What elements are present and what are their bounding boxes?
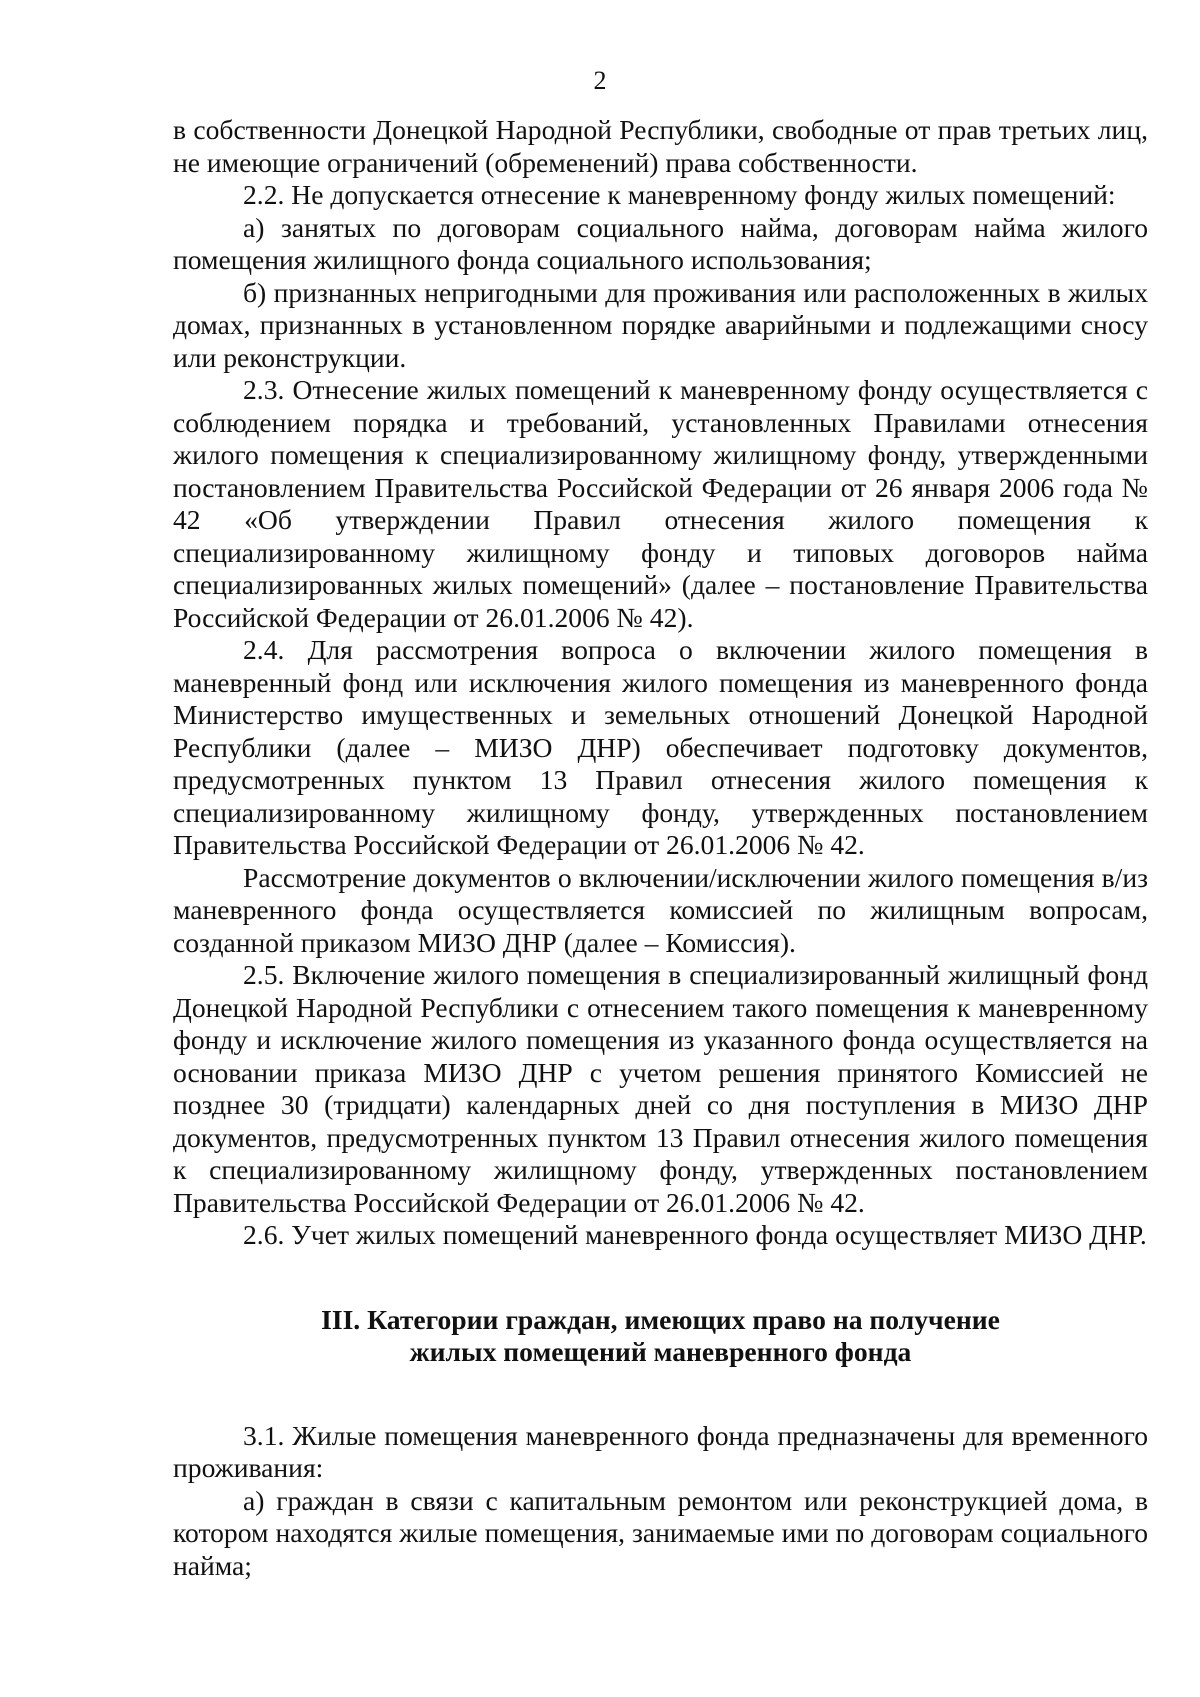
- paragraph: 3.1. Жилые помещения маневренного фонда предназначены для временного проживания:: [173, 1419, 1148, 1483]
- paragraph: 2.4. Для рассмотрения вопроса о включении жилого помещения в маневренный фонд или исключения жилого помещения из маневренного фонда Министерство имущественных и земельных отношений Донецкой Народной Республики (далее – МИЗО ДНР) обеспечивает подготовку документов, предусмотренных пунктом 13 Правил отнесения жилого помещения к специализированному жилищному фонду, утвержденных постановлением Правительства Российской Федерации от 26.01.2006 № 42.: [173, 634, 1148, 860]
- paragraph: 2.3. Отнесение жилых помещений к маневренному фонду осуществляется с соблюдением порядка и требований, установленных Правилами отнесения жилого помещения к специализированному жилищному фонду, утвержденными постановлением Правительства Российской Федерации от 26 января 2006 года № 42 «Об утверждении Правил отнесения жилого помещения к специализированному жилищному фонду и типовых договоров найма специализированных жилых помещений» (далее – постановление Правительства Российской Федерации от 26.01.2006 № 42).: [173, 374, 1148, 633]
- paragraph: 2.5. Включение жилого помещения в специализированный жилищный фонд Донецкой Народной Республики с отнесением такого помещения к маневренному фонду и исключение жилого помещения из указанного фонда осуществляется на основании приказа МИЗО ДНР с учетом решения принятого Комиссией не позднее 30 (тридцати) календарных дней со дня поступления в МИЗО ДНР документов, предусмотренных пунктом 13 Правил отнесения жилого помещения к специализированному жилищному фонду, утвержденных постановлением Правительства Российской Федерации от 26.01.2006 № 42.: [173, 959, 1148, 1218]
- paragraph: б) признанных непригодными для проживания или расположенных в жилых домах, признанных в установленном порядке аварийными и подлежащими сносу или реконструкции.: [173, 276, 1148, 373]
- page-number: 2: [593, 66, 607, 95]
- section-three-paragraphs: [173, 1420, 1148, 1583]
- paragraph: а) граждан в связи с капитальным ремонтом или реконструкцией дома, в котором находятся жилые помещения, занимаемые ими по договорам социального найма;: [173, 1484, 1148, 1581]
- section-heading-line-2: жилых помещений маневренного фонда: [409, 1335, 912, 1367]
- paragraph: 2.6. Учет жилых помещений маневренного фонда осуществляет МИЗО ДНР.: [243, 1219, 1147, 1250]
- paragraph: Рассмотрение документов о включении/исключении жилого помещения в/из маневренного фонда осуществляется комиссией по жилищным вопросам, созданной приказом МИЗО ДНР (далее – Комиссия).: [173, 861, 1148, 958]
- paragraph: в собственности Донецкой Народной Республики, свободные от прав третьих лиц, не имеющие ограничений (обременений) права собственности.: [173, 114, 1148, 178]
- paragraph: а) занятых по договорам социального найма, договорам найма жилого помещения жилищного фонда социального использования;: [173, 211, 1148, 275]
- paragraph: 2.2. Не допускается отнесение к маневренному фонду жилых помещений:: [243, 179, 1116, 210]
- section-heading: [173, 1304, 1148, 1368]
- document-body: [173, 114, 1148, 1582]
- section-two-paragraphs: [173, 114, 1148, 1252]
- section-heading-line-1: III. Категории граждан, имеющих право на получение: [321, 1303, 1000, 1335]
